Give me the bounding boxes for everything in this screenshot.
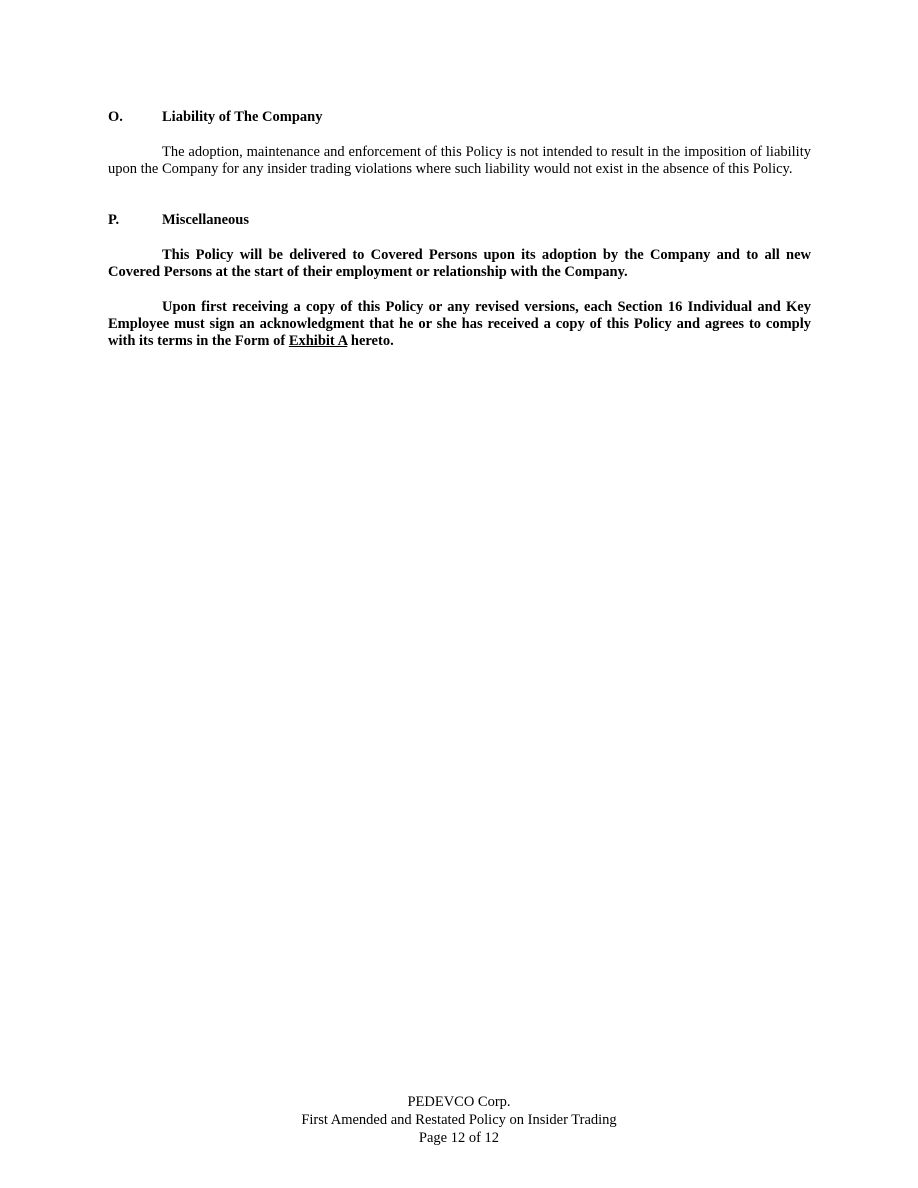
page-footer: [0, 1093, 918, 1147]
section-heading-o: [108, 108, 322, 126]
paragraph-text-end: hereto.: [347, 333, 394, 349]
footer-page-number: Page 12 of 12: [418, 1130, 500, 1146]
section-number: P.: [108, 212, 120, 228]
section-o-paragraph: The adoption, maintenance and enforcement of this Policy is not intended to result in the imposition of liability upon the Company for any insider trading violations where such liability would not exist in the absence of this Policy.: [108, 144, 811, 177]
section-title: Miscellaneous: [162, 212, 249, 228]
section-heading-p: [108, 211, 249, 229]
section-p-paragraph-1: This Policy will be delivered to Covered Persons upon its adoption by the Company and to all new Covered Persons at the start of their employment or relationship with the Company.: [108, 247, 811, 280]
exhibit-reference: Exhibit A: [288, 333, 348, 349]
section-title: Liability of The Company: [162, 109, 323, 125]
paragraph-text: Upon first receiving a copy of this Policy or any revised versions, each Section 16 Individual and Key Employee must sign an acknowledgment that he or she has received a copy of this Policy and agrees to comply with its terms in the Form of: [108, 299, 811, 349]
section-p-paragraph-2: [108, 299, 811, 350]
footer-company: PEDEVCO Corp.: [407, 1094, 511, 1110]
section-number: O.: [108, 109, 123, 125]
footer-document-title: First Amended and Restated Policy on Insider Trading: [301, 1112, 617, 1128]
